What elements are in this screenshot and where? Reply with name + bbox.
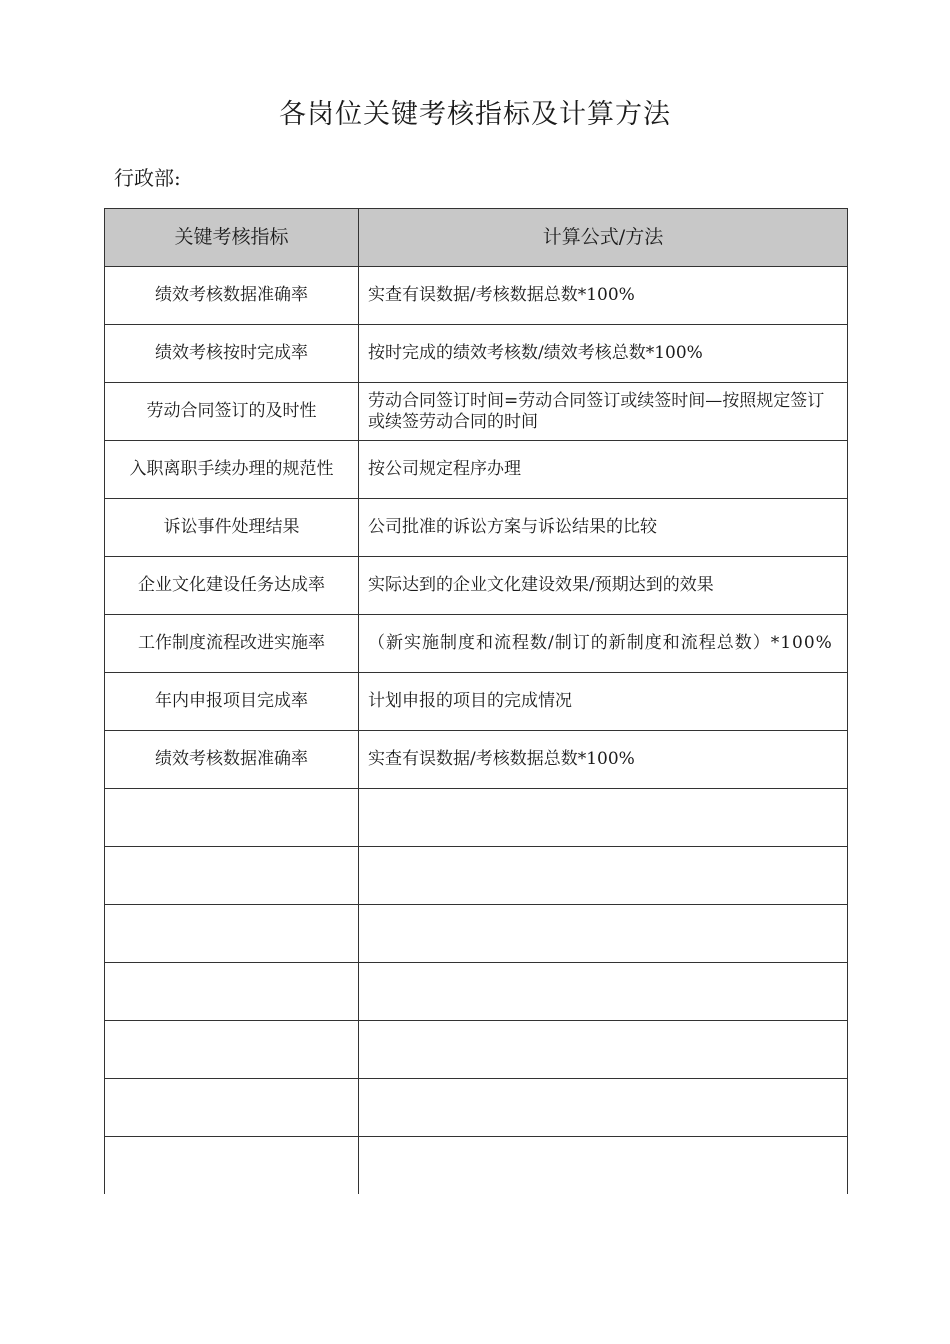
- department-label: 行政部:: [114, 166, 181, 190]
- table-header-row: [105, 209, 848, 267]
- page-title: 各岗位关键考核指标及计算方法: [279, 99, 671, 130]
- indicator-cell: 劳动合同签订的及时性: [105, 383, 359, 441]
- empty-cell: [105, 1079, 359, 1137]
- table-row: [105, 557, 848, 615]
- indicator-cell: 企业文化建设任务达成率: [105, 557, 359, 615]
- empty-cell: [105, 1137, 359, 1195]
- empty-cell: [105, 905, 359, 963]
- empty-row: [105, 963, 848, 1021]
- empty-row: [105, 1137, 848, 1195]
- empty-row: [105, 905, 848, 963]
- empty-cell: [359, 905, 848, 963]
- indicator-cell: 年内申报项目完成率: [105, 673, 359, 731]
- empty-cell: [105, 847, 359, 905]
- empty-cell: [359, 847, 848, 905]
- empty-cell: [359, 1021, 848, 1079]
- kpi-table: [104, 208, 848, 1194]
- table-row: [105, 615, 848, 673]
- empty-row: [105, 1079, 848, 1137]
- table-row: [105, 731, 848, 789]
- method-cell: （新实施制度和流程数/制订的新制度和流程总数）*100%: [359, 615, 848, 673]
- empty-row: [105, 789, 848, 847]
- indicator-cell: 绩效考核数据准确率: [105, 731, 359, 789]
- indicator-cell: 绩效考核按时完成率: [105, 325, 359, 383]
- empty-cell: [359, 1079, 848, 1137]
- empty-cell: [105, 963, 359, 1021]
- method-cell: 按时完成的绩效考核数/绩效考核总数*100%: [359, 325, 848, 383]
- empty-cell: [359, 789, 848, 847]
- table-row: [105, 267, 848, 325]
- method-cell: 劳动合同签订时间=劳动合同签订或续签时间—按照规定签订或续签劳动合同的时间: [359, 383, 848, 441]
- empty-cell: [105, 1021, 359, 1079]
- method-cell: 实际达到的企业文化建设效果/预期达到的效果: [359, 557, 848, 615]
- method-cell: 按公司规定程序办理: [359, 441, 848, 499]
- method-cell: 实查有误数据/考核数据总数*100%: [359, 731, 848, 789]
- indicator-cell: 入职离职手续办理的规范性: [105, 441, 359, 499]
- header-indicator: 关键考核指标: [105, 209, 359, 267]
- empty-row: [105, 847, 848, 905]
- method-cell: 实查有误数据/考核数据总数*100%: [359, 267, 848, 325]
- empty-cell: [359, 1137, 848, 1195]
- indicator-cell: 诉讼事件处理结果: [105, 499, 359, 557]
- table-row: [105, 383, 848, 441]
- header-method: 计算公式/方法: [359, 209, 848, 267]
- indicator-cell: 绩效考核数据准确率: [105, 267, 359, 325]
- table-row: [105, 325, 848, 383]
- indicator-cell: 工作制度流程改进实施率: [105, 615, 359, 673]
- table-row: [105, 499, 848, 557]
- empty-cell: [359, 963, 848, 1021]
- empty-row: [105, 1021, 848, 1079]
- table-row: [105, 441, 848, 499]
- method-cell: 公司批准的诉讼方案与诉讼结果的比较: [359, 499, 848, 557]
- empty-cell: [105, 789, 359, 847]
- table-row: [105, 673, 848, 731]
- method-cell: 计划申报的项目的完成情况: [359, 673, 848, 731]
